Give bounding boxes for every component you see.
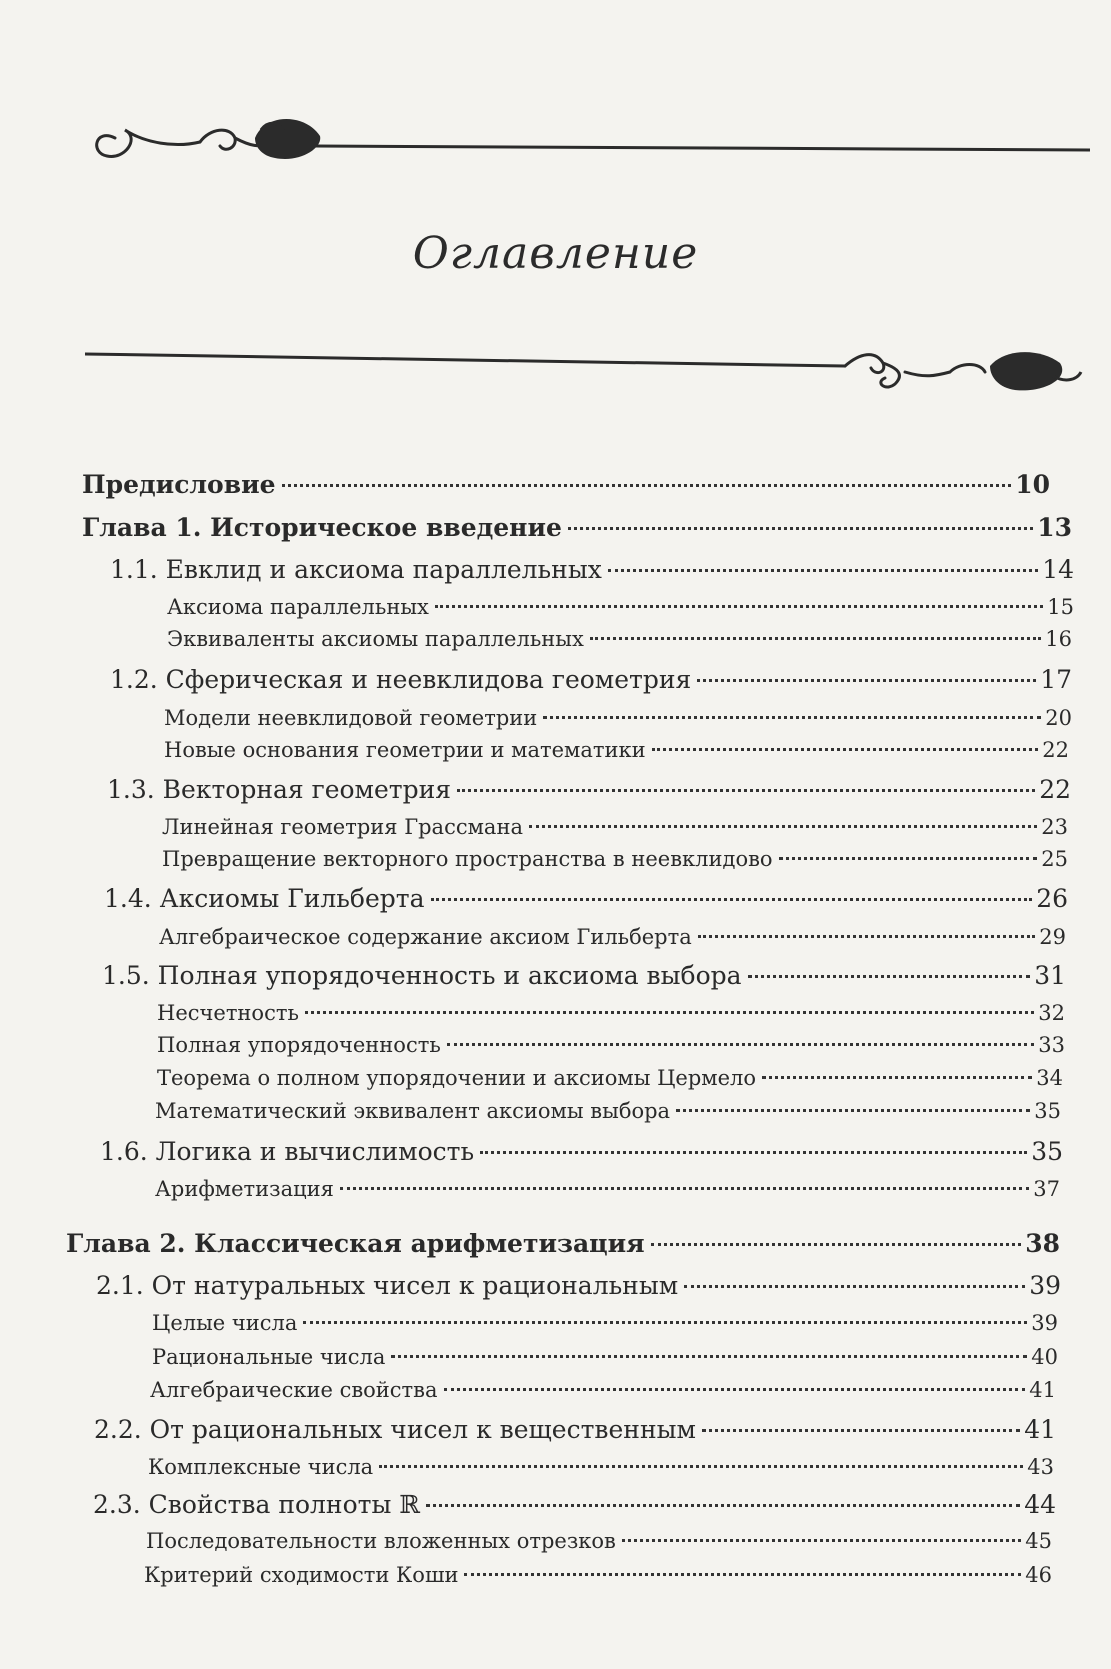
toc-entry-title: Глава 1. Историческое введение	[82, 513, 562, 542]
toc-leader-dots	[303, 1321, 1027, 1324]
toc-leader-dots	[480, 1151, 1027, 1154]
toc-page-number: 39	[1029, 1271, 1061, 1300]
toc-page-number: 22	[1039, 775, 1071, 804]
toc-subsection-entry	[157, 1066, 1063, 1097]
toc-entry-title: Рациональные числа	[152, 1345, 386, 1369]
toc-section-entry	[96, 1271, 1061, 1306]
toc-page-number: 25	[1041, 847, 1068, 871]
toc-subsection-entry	[152, 1311, 1058, 1342]
toc-subsection-entry	[159, 925, 1066, 956]
toc-leader-dots	[702, 1429, 1020, 1432]
toc-leader-dots	[622, 1539, 1021, 1542]
toc-subsection-entry	[155, 1099, 1061, 1130]
toc-page-number: 34	[1036, 1066, 1063, 1090]
toc-section-entry	[110, 555, 1074, 590]
bottom-ornament-flourish	[85, 338, 1090, 413]
toc-entry-title: 1.5. Полная упорядоченность и аксиома выбора	[102, 961, 742, 990]
toc-section-entry	[110, 665, 1072, 700]
toc-leader-dots	[391, 1355, 1027, 1358]
toc-leader-dots	[698, 935, 1036, 938]
toc-subsection-entry	[164, 706, 1072, 737]
toc-leader-dots	[435, 605, 1043, 608]
toc-page-number: 38	[1025, 1229, 1060, 1258]
toc-leader-dots	[697, 679, 1036, 682]
toc-entry-title: Последовательности вложенных отрезков	[146, 1529, 616, 1553]
toc-subsection-entry	[164, 738, 1069, 769]
toc-entry-title: Превращение векторного пространства в неевклидово	[162, 847, 773, 871]
toc-subsection-entry	[167, 595, 1074, 626]
toc-page-number: 32	[1038, 1001, 1065, 1025]
toc-page-number: 17	[1040, 665, 1072, 694]
toc-subsection-entry	[157, 1033, 1065, 1064]
toc-entry-title: Арифметизация	[155, 1177, 334, 1201]
toc-leader-dots	[340, 1187, 1029, 1190]
toc-page-number: 20	[1045, 706, 1072, 730]
toc-subsection-entry	[167, 627, 1072, 658]
toc-page-number: 46	[1025, 1563, 1052, 1587]
toc-subsection-entry	[148, 1455, 1054, 1486]
toc-entry-title: Новые основания геометрии и математики	[164, 738, 646, 762]
toc-leader-dots	[651, 1243, 1022, 1246]
toc-leader-dots	[529, 825, 1037, 828]
toc-page-number: 35	[1034, 1099, 1061, 1123]
toc-entry-title: Целые числа	[152, 1311, 298, 1335]
toc-entry-title: 1.1. Евклид и аксиома параллельных	[110, 555, 602, 584]
toc-subsection-entry	[152, 1345, 1058, 1376]
toc-leader-dots	[590, 637, 1041, 640]
toc-section-entry	[93, 1490, 1056, 1525]
toc-leader-dots	[676, 1109, 1030, 1112]
toc-page-number: 45	[1025, 1529, 1052, 1553]
toc-leader-dots	[748, 975, 1031, 978]
toc-leader-dots	[652, 748, 1039, 751]
toc-entry-title: Линейная геометрия Грассмана	[162, 815, 523, 839]
toc-subsection-entry	[162, 847, 1068, 878]
toc-subsection-entry	[144, 1563, 1052, 1594]
toc-chapter-entry	[82, 470, 1050, 505]
toc-entry-title: Предисловие	[82, 470, 276, 499]
toc-page-number: 40	[1031, 1345, 1058, 1369]
toc-entry-title: 1.2. Сферическая и неевклидова геометрия	[110, 665, 692, 694]
toc-chapter-entry	[82, 513, 1072, 548]
toc-page-number: 33	[1038, 1033, 1065, 1057]
toc-leader-dots	[464, 1573, 1021, 1576]
toc-leader-dots	[379, 1465, 1023, 1468]
toc-subsection-entry	[155, 1177, 1060, 1208]
toc-page-number: 41	[1024, 1415, 1056, 1444]
toc-page-number: 43	[1027, 1455, 1054, 1479]
toc-subsection-entry	[150, 1378, 1056, 1409]
toc-leader-dots	[282, 484, 1012, 487]
toc-page-number: 26	[1036, 884, 1068, 913]
toc-entry-title: Модели неевклидовой геометрии	[164, 706, 538, 730]
toc-leader-dots	[305, 1011, 1034, 1014]
toc-leader-dots	[444, 1388, 1026, 1391]
toc-page-number: 23	[1041, 815, 1068, 839]
toc-leader-dots	[431, 898, 1033, 901]
toc-entry-title: Алгебраические свойства	[150, 1378, 438, 1402]
toc-leader-dots	[457, 789, 1035, 792]
page-title: Оглавление	[412, 228, 699, 279]
toc-entry-title: Полная упорядоченность	[157, 1033, 441, 1057]
toc-section-entry	[107, 775, 1071, 810]
toc-leader-dots	[762, 1076, 1032, 1079]
toc-page-number: 35	[1031, 1137, 1063, 1166]
toc-leader-dots	[447, 1043, 1035, 1046]
toc-page-number: 13	[1037, 513, 1072, 542]
toc-entry-title: Критерий сходимости Коши	[144, 1563, 459, 1587]
toc-entry-title: 1.4. Аксиомы Гильберта	[104, 884, 425, 913]
toc-entry-title: Несчетность	[157, 1001, 299, 1025]
toc-entry-title: Комплексные числа	[148, 1455, 374, 1479]
top-ornament-flourish	[85, 108, 1090, 178]
toc-page-number: 29	[1039, 925, 1066, 949]
toc-subsection-entry	[162, 815, 1068, 846]
toc-subsection-entry	[157, 1001, 1065, 1032]
toc-entry-title: Теорема о полном упорядочении и аксиомы Цермело	[157, 1066, 757, 1090]
toc-entry-title: Математический эквивалент аксиомы выбора	[155, 1099, 671, 1123]
toc-page-number: 39	[1031, 1311, 1058, 1335]
toc-page-number: 14	[1042, 555, 1074, 584]
toc-entry-title: Алгебраическое содержание аксиом Гильберта	[159, 925, 692, 949]
toc-section-entry	[94, 1415, 1056, 1450]
toc-entry-title: Эквиваленты аксиомы параллельных	[167, 627, 584, 651]
toc-entry-title: Глава 2. Классическая арифметизация	[66, 1229, 645, 1258]
toc-page-number: 31	[1034, 961, 1066, 990]
toc-entry-title: Аксиома параллельных	[167, 595, 429, 619]
toc-page-number: 44	[1024, 1490, 1056, 1519]
toc-page-number: 10	[1015, 470, 1050, 499]
toc-page-number: 16	[1045, 627, 1072, 651]
toc-leader-dots	[543, 716, 1041, 719]
toc-page-number: 15	[1047, 595, 1074, 619]
toc-leader-dots	[779, 857, 1038, 860]
toc-entry-title: 2.2. От рациональных чисел к вещественным	[94, 1415, 696, 1444]
toc-section-entry	[100, 1137, 1063, 1172]
toc-leader-dots	[568, 527, 1033, 530]
toc-entry-title: 1.3. Векторная геометрия	[107, 775, 452, 804]
toc-page-number: 22	[1042, 738, 1069, 762]
toc-leader-dots	[608, 569, 1038, 572]
toc-leader-dots	[684, 1285, 1025, 1288]
toc-page-number: 37	[1033, 1177, 1060, 1201]
toc-entry-title: 1.6. Логика и вычислимость	[100, 1137, 475, 1166]
toc-section-entry	[104, 884, 1068, 919]
toc-section-entry	[102, 961, 1066, 996]
toc-subsection-entry	[146, 1529, 1052, 1560]
toc-entry-title: 2.3. Свойства полноты ℝ	[93, 1490, 421, 1519]
toc-chapter-entry	[66, 1229, 1060, 1264]
toc-page-number: 41	[1029, 1378, 1056, 1402]
toc-leader-dots	[426, 1504, 1020, 1507]
toc-entry-title: 2.1. От натуральных чисел к рациональным	[96, 1271, 679, 1300]
